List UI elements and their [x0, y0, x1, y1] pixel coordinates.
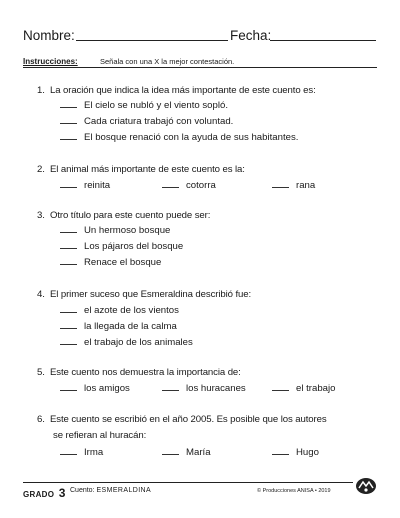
option-label: María: [186, 447, 211, 458]
option-6c[interactable]: [272, 447, 319, 458]
question-text: La oración que indica la idea más importante de este cuento es:: [49, 85, 316, 96]
option-1a[interactable]: [60, 100, 228, 111]
question-number: 5.: [37, 367, 45, 378]
question-text: Otro título para este cuento puede ser:: [49, 210, 211, 221]
grado-number: 3: [58, 486, 66, 500]
option-label: Irma: [84, 447, 104, 458]
option-6b[interactable]: [162, 447, 211, 458]
date-label: Fecha:: [230, 28, 272, 43]
answer-blank[interactable]: [272, 448, 289, 455]
answer-blank[interactable]: [60, 448, 77, 455]
option-1b[interactable]: [60, 116, 233, 127]
option-label: El cielo se nubló y el viento sopló.: [84, 100, 228, 111]
option-3a[interactable]: [60, 225, 170, 236]
answer-blank[interactable]: [162, 181, 179, 188]
option-2b[interactable]: [162, 180, 216, 191]
answer-blank[interactable]: [272, 384, 289, 391]
option-label: el trabajo de los animales: [84, 337, 193, 348]
option-label: reinita: [84, 180, 111, 191]
answer-blank[interactable]: [162, 448, 179, 455]
option-3c[interactable]: [60, 257, 161, 268]
instructions-label: Instrucciones:: [23, 57, 78, 66]
answer-blank[interactable]: [272, 181, 289, 188]
question-text-line-2: se refieran al huracán:: [53, 430, 147, 441]
option-5a[interactable]: [60, 383, 130, 394]
question-3: [37, 210, 210, 221]
answer-blank[interactable]: [60, 338, 77, 345]
name-field[interactable]: [76, 40, 228, 41]
option-label: Cada criatura trabajó con voluntad.: [84, 116, 234, 127]
question-2: [37, 164, 245, 175]
answer-blank[interactable]: [60, 133, 77, 140]
option-label: Renace el bosque: [84, 257, 162, 268]
answer-blank[interactable]: [60, 258, 77, 265]
question-number: 2.: [37, 164, 45, 175]
option-2c[interactable]: [272, 180, 315, 191]
grade-indicator: [23, 484, 65, 502]
story-label: Cuento:: [70, 487, 95, 494]
option-4b[interactable]: [60, 321, 177, 332]
name-label: Nombre:: [23, 28, 75, 43]
option-label: los huracanes: [186, 383, 246, 394]
option-label: Los pájaros del bosque: [84, 241, 184, 252]
option-4a[interactable]: [60, 305, 179, 316]
option-label: Un hermoso bosque: [84, 225, 171, 236]
question-text: El primer suceso que Esmeraldina describió fue:: [49, 289, 252, 300]
copyright: © Producciones ANISA • 2019: [257, 488, 331, 494]
answer-blank[interactable]: [60, 322, 77, 329]
question-number: 6.: [37, 414, 45, 425]
answer-blank[interactable]: [60, 117, 77, 124]
story-name: ESMERALDINA: [96, 487, 152, 494]
answer-blank[interactable]: [162, 384, 179, 391]
question-1: [37, 85, 316, 96]
option-6a[interactable]: [60, 447, 103, 458]
publisher-logo-icon: [355, 477, 377, 495]
option-5c[interactable]: [272, 383, 335, 394]
answer-blank[interactable]: [60, 242, 77, 249]
question-text-line-1: Este cuento se escribió en el año 2005. Es posible que los autores: [49, 414, 327, 425]
story-info: [70, 487, 151, 494]
answer-blank[interactable]: [60, 181, 77, 188]
grado-label: GRADO: [23, 490, 55, 499]
date-field[interactable]: [270, 40, 376, 41]
question-6: [37, 414, 327, 425]
option-label: cotorra: [186, 180, 216, 191]
question-5: [37, 367, 241, 378]
option-label: rana: [296, 180, 316, 191]
question-4: [37, 289, 251, 300]
option-label: Hugo: [296, 447, 319, 458]
question-text: El animal más importante de este cuento es la:: [49, 164, 245, 175]
answer-blank[interactable]: [60, 384, 77, 391]
answer-blank[interactable]: [60, 226, 77, 233]
option-label: la llegada de la calma: [84, 321, 177, 332]
question-text: Este cuento nos demuestra la importancia de:: [49, 367, 241, 378]
instructions-text: Señala con una X la mejor contestación.: [100, 57, 235, 66]
option-1c[interactable]: [60, 132, 298, 143]
option-label: el azote de los vientos: [84, 305, 179, 316]
answer-blank[interactable]: [60, 306, 77, 313]
question-number: 1.: [37, 85, 45, 96]
option-4c[interactable]: [60, 337, 193, 348]
instructions-divider: [23, 67, 377, 68]
answer-blank[interactable]: [60, 101, 77, 108]
option-label: los amigos: [84, 383, 130, 394]
question-number: 4.: [37, 289, 45, 300]
footer-divider: [23, 482, 353, 483]
option-label: el trabajo: [296, 383, 336, 394]
question-number: 3.: [37, 210, 45, 221]
option-5b[interactable]: [162, 383, 246, 394]
option-2a[interactable]: [60, 180, 110, 191]
option-label: El bosque renació con la ayuda de sus habitantes.: [84, 132, 299, 143]
option-3b[interactable]: [60, 241, 183, 252]
